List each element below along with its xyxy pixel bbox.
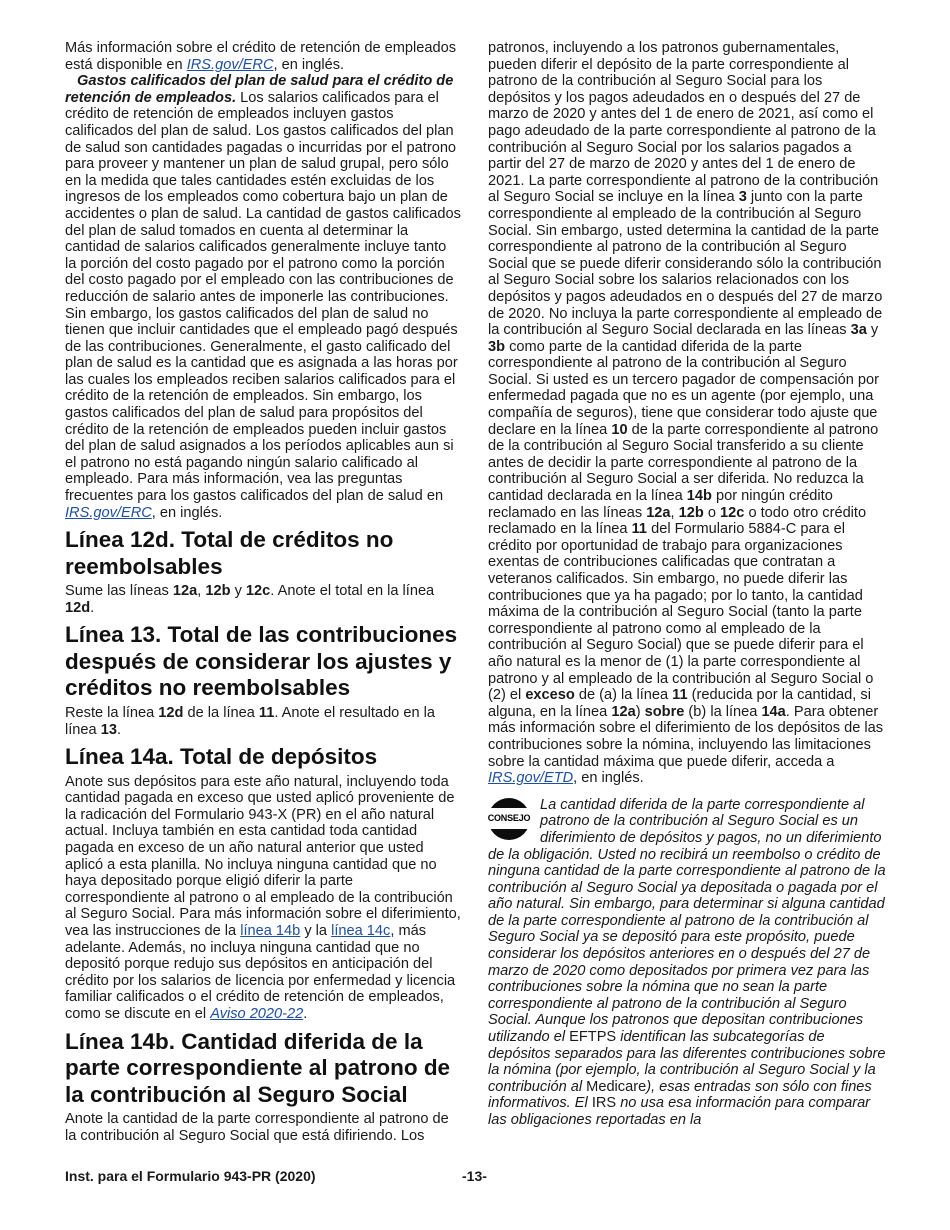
bold-reference: 12c [720, 504, 745, 521]
heading-linea-13: Línea 13. Total de las contribuciones después de considerar los ajustes y créditos no reembolsables [65, 622, 458, 701]
right-column [488, 40, 886, 1129]
heading-linea-12d: Línea 12d. Total de créditos no reembolsables [65, 527, 394, 579]
consejo-icon [488, 798, 534, 840]
bold-reference: 12d [65, 599, 91, 616]
bold-reference: 3a [850, 322, 867, 339]
bold-reference: sobre [644, 703, 685, 720]
bold-reference: 11 [258, 704, 275, 721]
footer-form-title: Inst. para el Formulario 943-PR (2020) [65, 1168, 316, 1184]
bold-reference: 12a [646, 504, 671, 521]
inline-link[interactable]: IRS.gov/ETD [488, 770, 574, 787]
bold-reference: 12a [172, 583, 198, 600]
bold-reference: 11 [631, 521, 648, 538]
bold-reference: 12d [158, 704, 184, 721]
upright-term: EFTPS [569, 1029, 617, 1046]
bold-reference: 3 [738, 189, 747, 206]
consejo-tip [488, 797, 886, 1129]
bold-reference: 3b [488, 338, 506, 355]
inline-link[interactable]: IRS.gov/ERC [186, 56, 274, 73]
bold-reference: 12c [245, 583, 271, 600]
consejo-text: La cantidad diferida de la parte correspondiente al patrono de la contribución al Seguro Social es un diferimiento de depósitos y pagos, no un diferimiento de la obligación. Usted no recibirá un reembolso o crédito de ninguna cantidad de la parte correspondiente al patrono de la contribución al Seguro Social ya depositada o pagada por el año natural. Sin embargo, para determinar si alguna cantidad de la parte correspondiente al patrono de la contribución al Seguro Social ya se depositó para este propósito, puede considerar los depósitos anteriores en o después del 27 de marzo de 2020 como depositados por primera vez para las contribuciones sobre la nómina que no sean la parte correspondiente al patrono de la contribución al Seguro Social. Aunque los patronos que depositan contribuciones utilizando el EFTPS identifican las subcategorías de depósitos separados para las diferentes contribuciones sobre la nómina (por ejemplo, la contribución al Seguro Social y la contribución al Medicare), esas entradas son sólo con fines informativos. El IRS no usa esa información para comparar las obligaciones reportadas en la [488, 796, 886, 1128]
bold-reference: 11 [672, 687, 688, 704]
inline-link[interactable]: Aviso 2020-22 [210, 1005, 304, 1022]
inline-link[interactable]: línea 14c [331, 922, 391, 939]
bold-reference: 12b [678, 504, 704, 521]
linea-14b-continuation-paragraph: patronos, incluyendo a los patronos gubernamentales, pueden diferir el depósito de la parte correspondiente al patrono de la contribución al Seguro Social para los depósitos y los pagos adeudados en o después del 27 de marzo de 2020 y antes del 1 de enero de 2021, así como el pago adeudado de la parte correspondiente al patrono de la contribución al Seguro Social por los salarios pagados a partir del 27 de marzo de 2020 y antes del 1 de enero de 2021. La parte correspondiente al patrono de la contribución al Seguro Social se incluye en la línea 3 junto con la parte correspondiente al empleado de la contribución al Seguro Social. Sin embargo, usted determina la cantidad de la parte correspondiente al patrono de la contribución al Seguro Social que se puede diferir considerando sólo la contribución al Seguro Social sobre los salarios relacionados con los depósitos y pagos adeudados en o después del 27 de marzo de 2020. No incluya la parte correspondiente al empleado de la contribución al Seguro Social declarada en las líneas 3a y 3b como parte de la cantidad diferida de la parte correspondiente al patrono de la contribución al Seguro Social. Si usted es un tercero pagador de compensación por enfermedad pagada que no es un agente (por ejemplo, una compañía de seguros), tiene que considerar todo ajuste que declare en la línea 10 de la parte correspondiente al patrono de la contribución al Seguro Social transferido a su cliente antes de decidir la parte correspondiente al patrono de la contribución al Seguro Social a ser diferida. No reduzca la cantidad declarada en la línea 14b por ningún crédito reclamado en las líneas 12a, 12b o 12c o todo otro crédito reclamado en la línea 11 del Formulario 5884-C para el crédito por oportunidad de trabajo para organizaciones exentas de contribuciones calificadas que contratan a veteranos calificados. Sin embargo, no puede diferir las contribuciones que ya ha pagado; por lo tanto, la cantidad máxima de la contribución al Seguro Social (tanto la parte correspondiente al patrono como al empleado de la contribución al Seguro Social) que se puede diferir para el año natural es la menor de (1) la parte correspondiente al patrono y al empleado de la contribución al Seguro Social o (2) el exceso de (a) la línea 11 (reducida por la cantidad, si alguna, en la línea 12a) sobre (b) la línea 14a. Para obtener más información sobre el diferimiento de los depósitos de las contribuciones sobre la nómina, incluyendo las limitaciones sobre la cantidad máxima que puede diferir, acceda a IRS.gov/ETD, en inglés. [488, 40, 884, 787]
left-column [65, 40, 461, 1144]
run-in-heading: Gastos calificados del plan de salud para el crédito de retención de empleados. [65, 73, 454, 106]
inline-link[interactable]: línea 14b [240, 922, 301, 939]
inline-link[interactable]: IRS.gov/ERC [65, 504, 152, 521]
linea-14a-paragraph: Anote sus depósitos para este año natural, incluyendo toda cantidad pagada en exceso que usted aplicó proveniente de la radicación del Formulario 943-X (PR) en el año natural actual. Incluya también en esta cantidad toda cantidad pagada en exceso de un año natural anterior que usted aplicó a esta planilla. No incluya ninguna cantidad que no haya depositado porque eligió diferir la parte correspondiente al patrono o al empleado de la contribución al Seguro Social. Para más información sobre el diferimiento, vea las instrucciones de la línea 14b y la línea 14c, más adelante. Además, no incluya ninguna cantidad que no depositó porque redujo sus depósitos en anticipación del crédito por los salarios de licencia por enfermedad y licencia familiar calificados o el crédito de retención de empleados, como se discute en el Aviso 2020-22. [65, 773, 461, 1022]
bold-reference: 12b [205, 583, 231, 600]
bold-reference: 12a [611, 703, 636, 720]
bold-reference: 10 [611, 421, 628, 438]
bold-reference: 14b [686, 488, 712, 505]
heading-linea-14a: Línea 14a. Total de depósitos [65, 744, 378, 770]
linea-12d-paragraph: Sume las líneas 12a, 12b y 12c. Anote el total en la línea 12d. [65, 583, 435, 616]
upright-term: IRS [591, 1095, 617, 1112]
linea-14b-paragraph: Anote la cantidad de la parte correspondiente al patrono de la contribución al Seguro Social que está difiriendo. Los [65, 1111, 449, 1144]
consejo-label: CONSEJO [486, 808, 533, 829]
bold-reference: 14a [761, 703, 786, 720]
page-footer [65, 1168, 885, 1186]
upright-term: Medicare [586, 1078, 647, 1095]
linea-13-paragraph: Reste la línea 12d de la línea 11. Anote el resultado en la línea 13. [65, 704, 436, 738]
bold-reference: exceso [525, 687, 575, 704]
intro-paragraph: Más información sobre el crédito de retención de empleados está disponible en IRS.gov/ERC, en inglés. [65, 40, 457, 73]
heading-linea-14b: Línea 14b. Cantidad diferida de la parte correspondiente al patrono de la contribución al Seguro Social [65, 1028, 451, 1107]
bold-reference: 13 [100, 721, 117, 738]
gastos-calificados-paragraph: Gastos calificados del plan de salud para el crédito de retención de empleados. Los salarios calificados para el crédito de retención de empleados incluyen gastos calificados del plan de salud. Los gastos calificados del plan de salud son cantidades pagadas o incurridas por el patrono para proveer y mantener un plan de salud grupal, pero sólo en la medida que tales cantidades estén excluidas de los ingresos de los empleados como cobertura bajo un plan de accidentes o plan de salud. La cantidad de gastos calificados del plan de salud tomados en cuenta al determinar la cantidad de salarios calificados generalmente incluye tanto la porción del costo pagado por el patrono como la porción del costo pagado por el empleado con las contribuciones de reducción de salario antes de imponerle las contribuciones. Sin embargo, los gastos calificados del plan de salud no tienen que incluir cantidades que el empleado pagó después de las contribuciones. Generalmente, el gasto calificado del plan de salud es la cantidad que es asignada a las horas por las cuales los empleados reciben salarios calificados para el crédito de la retención de empleados. Sin embargo, los gastos calificados del plan de salud para propósitos del crédito de la retención de empleados pueden incluir gastos del plan de salud asignados a los períodos aplicables aun si el patrono no está pagando ningún salario calificado al empleado. Para más información, vea las preguntas frecuentes para los gastos calificados del plan de salud en IRS.gov/ERC, en inglés. [65, 73, 461, 521]
footer-page-number: -13- [462, 1168, 487, 1184]
